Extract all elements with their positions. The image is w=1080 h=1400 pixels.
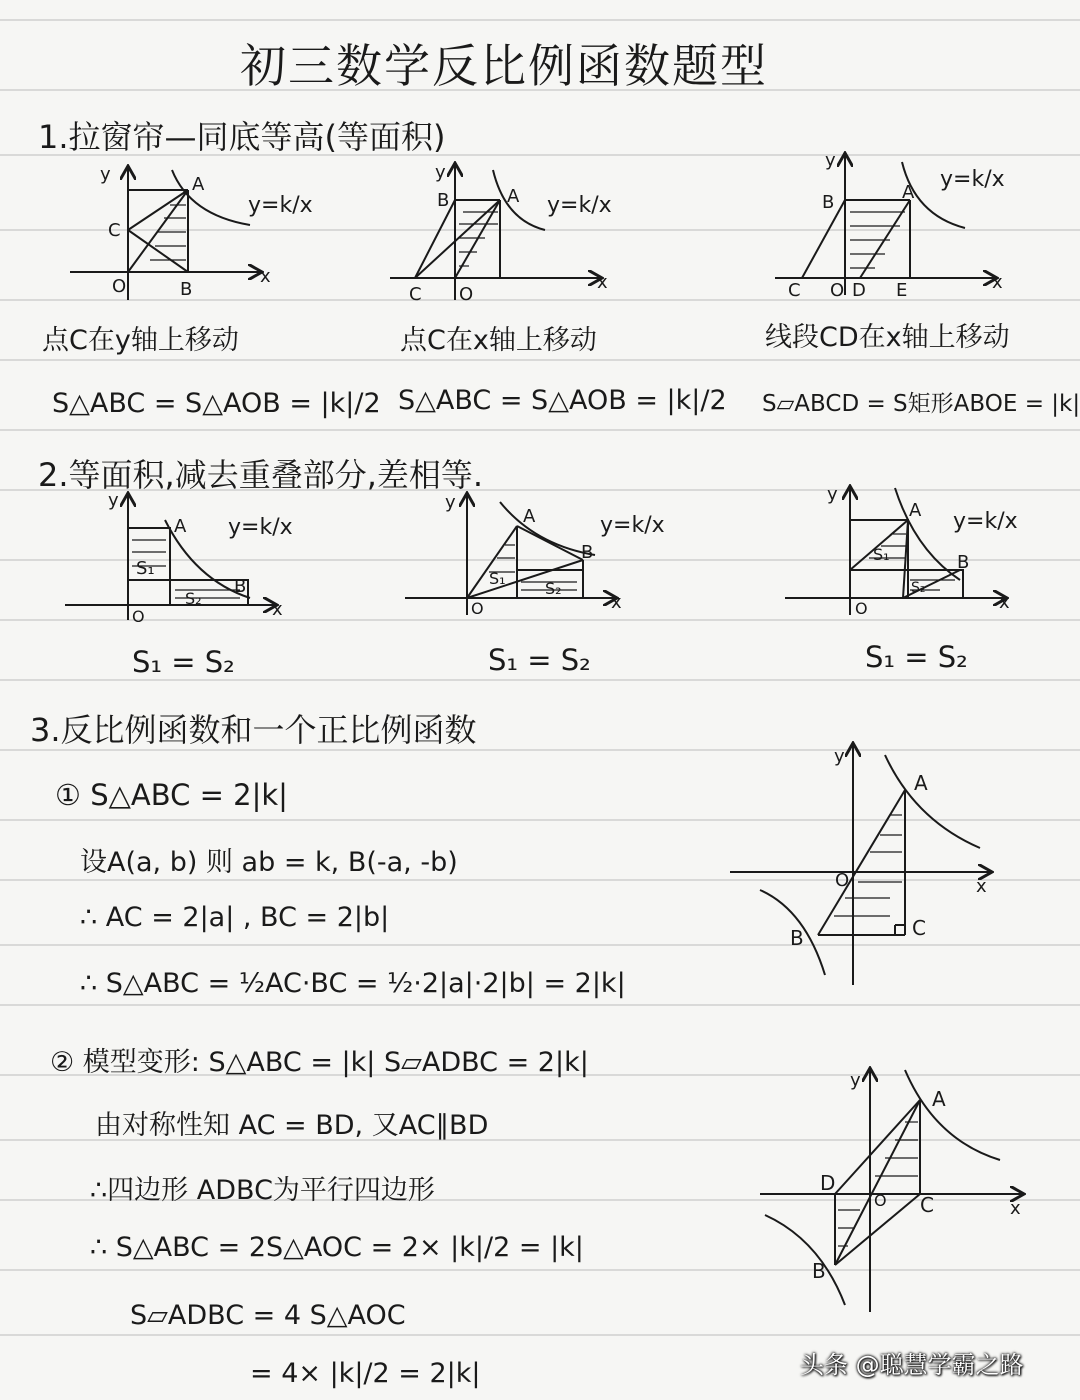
label-S1: S₁ — [489, 569, 506, 588]
label-A: A — [507, 186, 520, 207]
label-B: B — [790, 926, 804, 950]
label-S2: S₂ — [911, 580, 926, 596]
label-C: C — [912, 916, 926, 940]
figure-3-1 — [730, 740, 1010, 990]
label-B: B — [581, 542, 594, 563]
function-label: y=k/x — [547, 193, 612, 218]
part2-line-4: ∴ S△ABC = 2S△AOC = 2× |k|/2 = |k| — [90, 1232, 584, 1263]
formula-1-3: S▱ABCD = S矩形ABOE = |k| — [762, 391, 1080, 417]
label-x: x — [611, 592, 622, 613]
part2-line-3: ∴四边形 ADBC为平行四边形 — [90, 1175, 435, 1206]
label-E: E — [896, 280, 908, 301]
label-y: y — [834, 746, 845, 767]
label-O: O — [112, 276, 127, 297]
section2-heading: 2.等面积,减去重叠部分,差相等. — [38, 456, 484, 494]
label-A: A — [909, 500, 922, 521]
part2-line-6: = 4× |k|/2 = 2|k| — [250, 1358, 481, 1389]
label-B: B — [180, 279, 193, 300]
function-label: y=k/x — [228, 515, 293, 540]
label-O: O — [855, 599, 868, 618]
label-A: A — [192, 174, 205, 195]
caption-1-2: 点C在x轴上移动 — [400, 325, 597, 356]
label-O: O — [459, 284, 474, 305]
part1-line-3: ∴ AC = 2|a| , BC = 2|b| — [80, 902, 390, 933]
figure-1-2 — [385, 160, 645, 310]
part2-line-1: ② 模型变形: S△ABC = |k| S▱ADBC = 2|k| — [50, 1047, 589, 1078]
label-y: y — [100, 164, 111, 185]
figure-1-3 — [770, 150, 1020, 300]
label-y: y — [108, 490, 119, 511]
label-x: x — [597, 272, 608, 293]
label-O: O — [835, 870, 850, 891]
label-O: O — [132, 607, 145, 626]
result-2-3: S₁ = S₂ — [865, 640, 968, 674]
label-O: O — [830, 280, 845, 301]
figure-2-3 — [785, 480, 1045, 620]
part1-line-1: ① S△ABC = 2|k| — [55, 778, 288, 812]
label-O: O — [874, 1191, 887, 1210]
part1-line-4: ∴ S△ABC = ½AC·BC = ½·2|a|·2|b| = 2|k| — [80, 968, 626, 999]
figure-2-1 — [60, 490, 300, 625]
part2-line-2: 由对称性知 AC = BD, 又AC∥BD — [95, 1110, 489, 1141]
function-label: y=k/x — [248, 193, 313, 218]
function-label: y=k/x — [940, 167, 1005, 192]
label-x: x — [272, 599, 283, 620]
label-O: O — [471, 599, 484, 618]
label-C: C — [409, 284, 422, 305]
label-x: x — [976, 876, 987, 897]
formula-1-2: S△ABC = S△AOB = |k|/2 — [398, 385, 727, 416]
figure-3-2 — [760, 1060, 1040, 1320]
label-A: A — [914, 771, 928, 795]
label-B: B — [812, 1259, 826, 1283]
label-A: A — [902, 182, 915, 203]
label-y: y — [827, 484, 838, 505]
label-y: y — [445, 492, 456, 513]
label-x: x — [992, 272, 1003, 293]
figure-2-2 — [405, 490, 675, 625]
label-D: D — [820, 1171, 836, 1195]
label-C: C — [788, 280, 801, 301]
label-A: A — [174, 516, 187, 537]
label-D: D — [852, 280, 866, 301]
label-B: B — [957, 552, 970, 573]
label-x: x — [1010, 1198, 1021, 1219]
label-S1: S₁ — [136, 558, 155, 579]
caption-1-3: 线段CD在x轴上移动 — [765, 322, 1010, 353]
label-B: B — [234, 576, 247, 597]
function-label: y=k/x — [600, 513, 665, 538]
label-A: A — [932, 1087, 946, 1111]
section1-heading: 1.拉窗帘—同底等高(等面积) — [38, 118, 446, 156]
label-S2: S₂ — [185, 589, 202, 608]
section3-heading: 3.反比例函数和一个正比例函数 — [30, 711, 477, 749]
caption-1-1: 点C在y轴上移动 — [42, 325, 239, 356]
label-S2: S₂ — [545, 579, 562, 598]
formula-1-1: S△ABC = S△AOB = |k|/2 — [52, 388, 381, 419]
page-title: 初三数学反比例函数题型 — [240, 39, 768, 93]
result-2-1: S₁ = S₂ — [132, 645, 235, 679]
figure-1-1 — [60, 160, 320, 310]
label-A: A — [523, 506, 536, 527]
label-x: x — [999, 592, 1010, 613]
function-label: y=k/x — [953, 509, 1018, 534]
label-C: C — [920, 1193, 934, 1217]
label-y: y — [435, 162, 446, 183]
watermark: 头条 @聪慧学霸之路 — [800, 1351, 1024, 1379]
label-B: B — [822, 192, 835, 213]
label-C: C — [108, 220, 121, 241]
part1-line-2: 设A(a, b) 则 ab = k, B(-a, -b) — [80, 847, 458, 878]
label-y: y — [825, 150, 836, 171]
part2-line-5: S▱ADBC = 4 S△AOC — [130, 1300, 406, 1331]
label-B: B — [437, 190, 450, 211]
label-S1: S₁ — [873, 545, 890, 564]
label-x: x — [260, 266, 271, 287]
label-y: y — [850, 1070, 861, 1091]
result-2-2: S₁ = S₂ — [488, 643, 591, 677]
